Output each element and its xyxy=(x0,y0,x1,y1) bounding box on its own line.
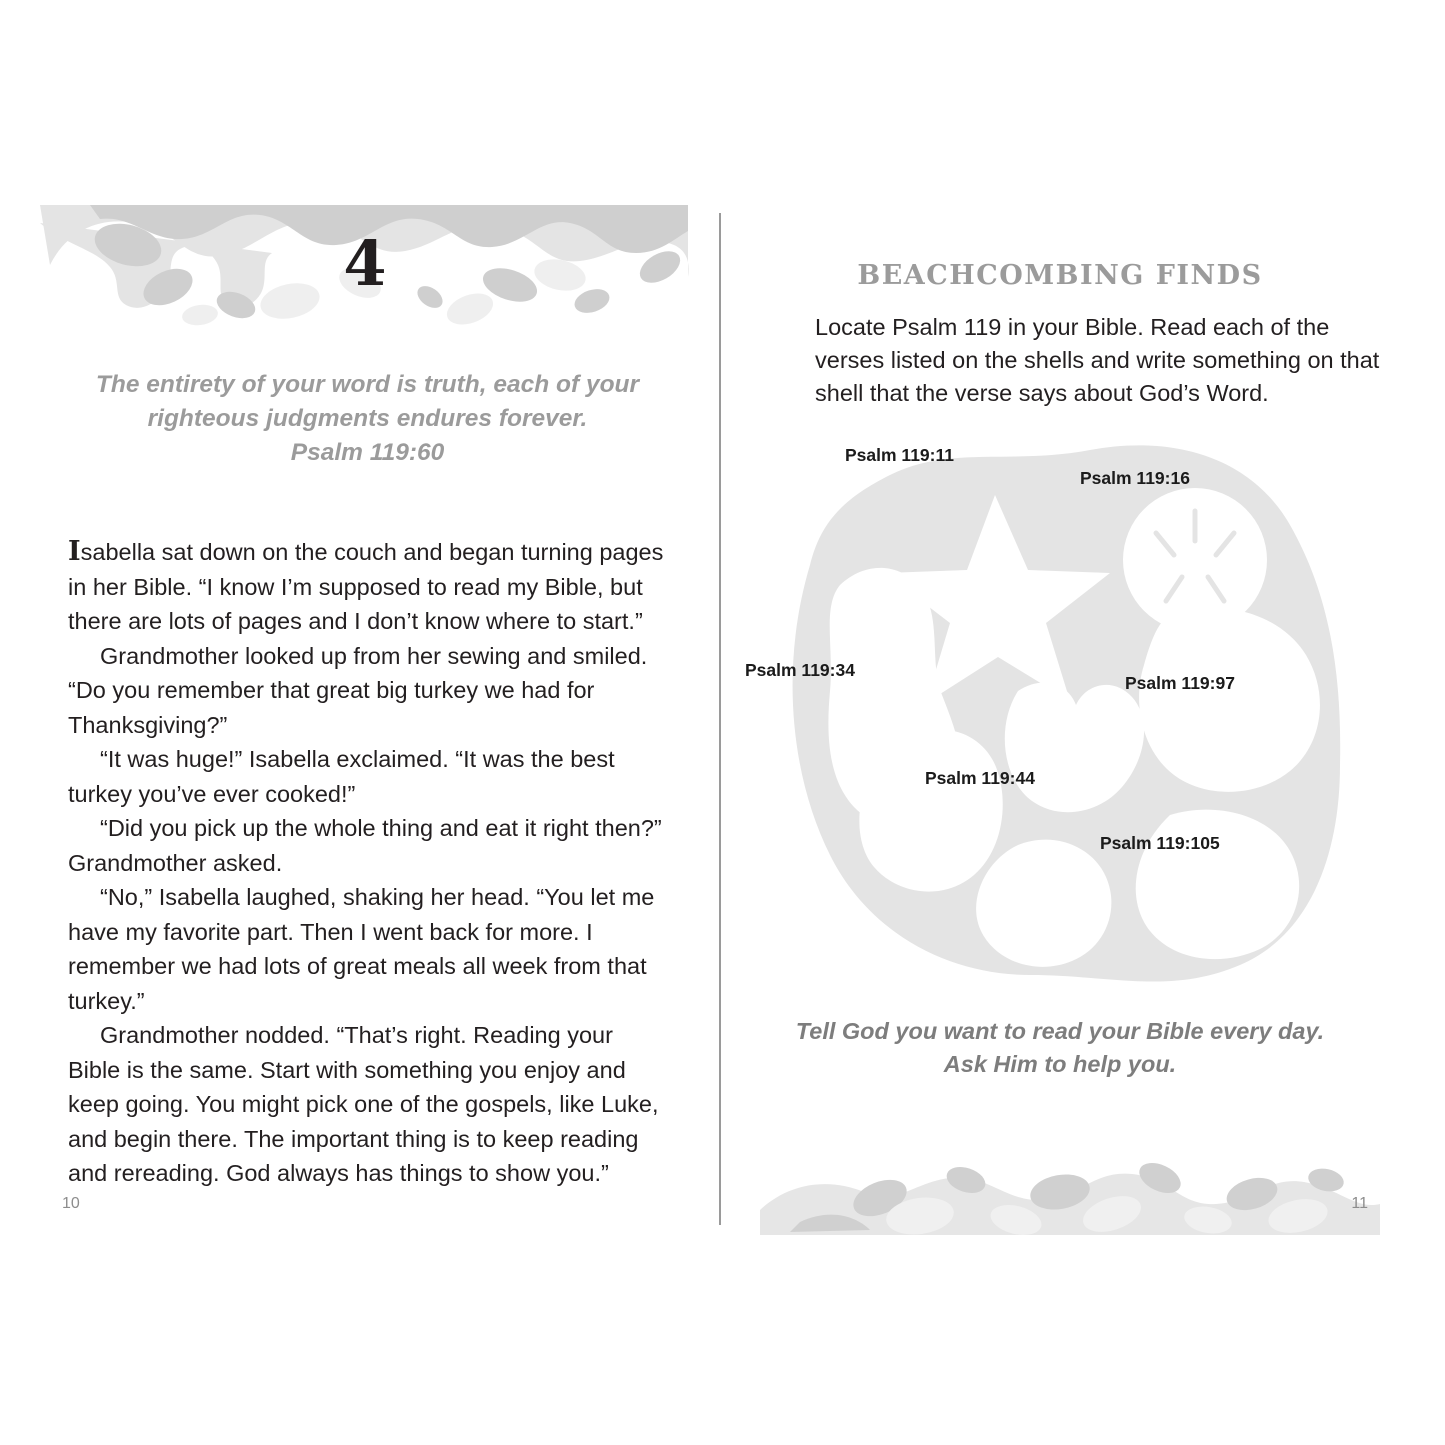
splash-decoration-bottom xyxy=(760,1120,1380,1235)
story-paragraph-text: sabella sat down on the couch and began turning pages in her Bible. “I know I’m supposed to read my Bible, but there are lots of pages and I don’t know where to start.” xyxy=(68,539,664,634)
shell-label-psalm-119-34: Psalm 119:34 xyxy=(745,660,855,680)
chapter-verse xyxy=(95,368,640,470)
activity-instructions: Locate Psalm 119 in your Bible. Read each of the verses listed on the shells and write something on that shell that the verse says about God’s Word. xyxy=(815,314,1380,406)
verse-reference: Psalm 119:60 xyxy=(290,439,445,466)
shell-label-psalm-119-105: Psalm 119:105 xyxy=(1100,833,1220,853)
shell-label-psalm-119-44: Psalm 119:44 xyxy=(925,768,1035,788)
story-paragraph: “No,” Isabella laughed, shaking her head. “You let me have my favorite part. Then I went back for more. I remember we had lots of great meals all week from that turkey.” xyxy=(68,884,655,1014)
right-page xyxy=(730,205,1390,1235)
story-body xyxy=(68,535,668,1191)
shell-label-psalm-119-11: Psalm 119:11 xyxy=(845,445,954,465)
closing-line-1: Tell God you want to read your Bible every day. xyxy=(795,1018,1325,1044)
chapter-number: 4 xyxy=(343,227,387,300)
page-number-left: 10 xyxy=(62,1195,80,1212)
shell-label-psalm-119-16: Psalm 119:16 xyxy=(1080,468,1190,488)
closing-line-2: Ask Him to help you. xyxy=(943,1051,1177,1077)
story-paragraph: Grandmother nodded. “That’s right. Reading your Bible is the same. Start with something you enjoy and keep going. You might pick one of the gospels, like Luke, and begin there. The important thing is to keep reading and rereading. God always has things to show you.” xyxy=(68,1022,659,1186)
shell-label-psalm-119-97: Psalm 119:97 xyxy=(1125,673,1235,693)
left-page xyxy=(40,205,690,1235)
closing-prayer xyxy=(790,1015,1330,1081)
activity-title: BEACHCOMBING FINDS xyxy=(857,260,1263,291)
page-gutter-divider xyxy=(719,213,721,1225)
story-paragraph: Grandmother looked up from her sewing and smiled. “Do you remember that great big turkey we had for Thanksgiving?” xyxy=(68,642,648,738)
page-number-right: 11 xyxy=(1351,1195,1368,1212)
story-paragraph: “Did you pick up the whole thing and eat it right then?” Grandmother asked. xyxy=(68,815,662,876)
verse-text: The entirety of your word is truth, each of your righteous judgments endures forever. xyxy=(95,371,640,432)
shell-illustration xyxy=(770,415,1390,1015)
dropcap: I xyxy=(68,536,81,567)
story-paragraph: “It was huge!” Isabella exclaimed. “It was the best turkey you’ve ever cooked!” xyxy=(68,746,615,807)
story-paragraph xyxy=(68,535,668,639)
